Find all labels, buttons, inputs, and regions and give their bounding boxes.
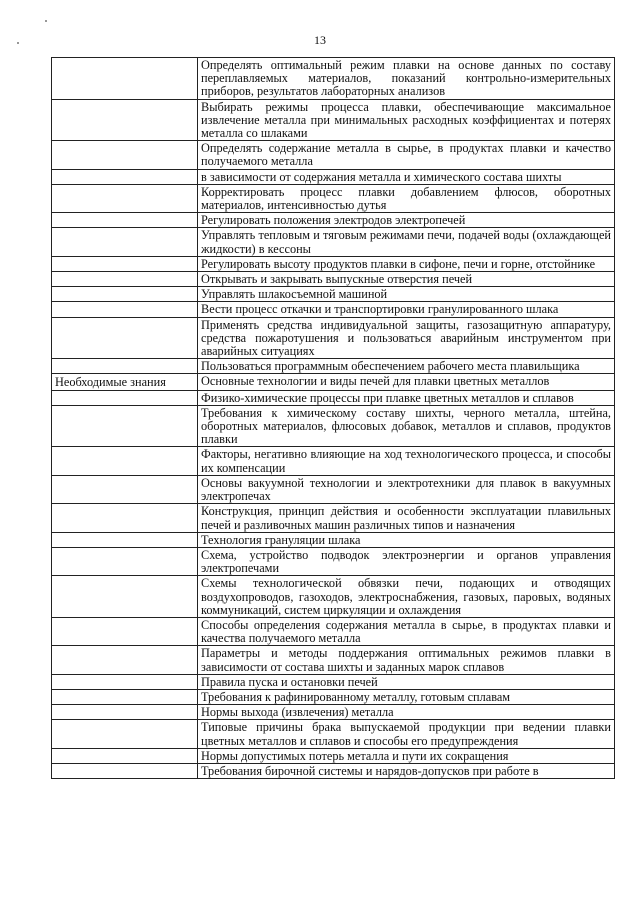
row-text-cell: Факторы, негативно влияющие на ход технологического процесса, и способы их компенсации	[198, 447, 615, 475]
table-row	[52, 576, 615, 618]
row-label-cell	[52, 213, 198, 228]
row-text-cell: Параметры и методы поддержания оптимальных режимов плавки в зависимости от состава шихты и заданных марок сплавов	[198, 646, 615, 674]
table-body	[52, 58, 615, 779]
row-label-cell	[52, 646, 198, 674]
row-label-cell	[52, 748, 198, 763]
row-label-cell	[52, 720, 198, 748]
row-label-cell	[52, 504, 198, 532]
row-text-cell: Требования к химическому составу шихты, черного металла, штейна, оборотных материалов, флюсовых добавок, металлов и сплавов, продуктов плавки	[198, 405, 615, 447]
table-row	[52, 256, 615, 271]
row-text-cell: Управлять тепловым и тяговым режимами печи, подачей воды (охлаждающей жидкости) в кессоны	[198, 228, 615, 256]
row-text-cell: Технология грануляции шлака	[198, 532, 615, 547]
row-text-cell: Основы вакуумной технологии и электротехники для плавок в вакуумных электропечах	[198, 475, 615, 503]
row-text-cell: Типовые причины брака выпускаемой продукции при ведении плавки цветных металлов и сплавов и способы его предупреждения	[198, 720, 615, 748]
row-text-cell: Конструкция, принцип действия и особенности эксплуатации плавильных печей и разливочных машин различных типов и назначения	[198, 504, 615, 532]
row-label-cell	[52, 617, 198, 645]
row-label-cell	[52, 228, 198, 256]
table-row	[52, 405, 615, 447]
scan-speck	[45, 20, 47, 22]
table-row	[52, 547, 615, 575]
table-row	[52, 674, 615, 689]
row-text-cell: Схема, устройство подводок электроэнергии и органов управления электропечами	[198, 547, 615, 575]
table-row	[52, 317, 615, 359]
table-row	[52, 748, 615, 763]
row-text-cell: Вести процесс откачки и транспортировки гранулированного шлака	[198, 302, 615, 317]
table-row	[52, 99, 615, 141]
requirements-table	[51, 57, 615, 779]
row-label-cell	[52, 141, 198, 169]
row-label-cell	[52, 58, 198, 100]
row-text-cell: Нормы допустимых потерь металла и пути их сокращения	[198, 748, 615, 763]
table-row	[52, 689, 615, 704]
row-text-cell: Пользоваться программным обеспечением рабочего места плавильщика	[198, 359, 615, 374]
row-label-cell	[52, 576, 198, 618]
row-label-cell	[52, 302, 198, 317]
table-row	[52, 447, 615, 475]
row-text-cell: Способы определения содержания металла в сырье, в продуктах плавки и качества получаемого металла	[198, 617, 615, 645]
row-label-cell	[52, 689, 198, 704]
row-label-cell	[52, 447, 198, 475]
table-row	[52, 359, 615, 374]
row-label-cell	[52, 547, 198, 575]
row-label-cell	[52, 475, 198, 503]
row-label-cell	[52, 705, 198, 720]
table-row	[52, 58, 615, 100]
table-row	[52, 475, 615, 503]
row-text-cell: Регулировать высоту продуктов плавки в сифоне, печи и горне, отстойнике	[198, 256, 615, 271]
row-label-cell	[52, 390, 198, 405]
row-text-cell: Физико-химические процессы при плавке цветных металлов и сплавов	[198, 390, 615, 405]
row-label-cell	[52, 272, 198, 287]
page-number: 13	[314, 33, 326, 47]
table-row	[52, 287, 615, 302]
row-text-cell: Управлять шлакосъемной машиной	[198, 287, 615, 302]
row-label-cell	[52, 99, 198, 141]
row-text-cell: Выбирать режимы процесса плавки, обеспечивающие максимальное извлечение металла при минимальных расходных коэффициентах и потерях металла со шлаками	[198, 99, 615, 141]
row-label-cell	[52, 763, 198, 778]
row-text-cell: Нормы выхода (извлечения) металла	[198, 705, 615, 720]
row-label-cell	[52, 184, 198, 212]
table-row	[52, 272, 615, 287]
row-text-cell: Корректировать процесс плавки добавлением флюсов, оборотных материалов, интенсивностью дутья	[198, 184, 615, 212]
table-row	[52, 169, 615, 184]
row-text-cell: в зависимости от содержания металла и химического состава шихты	[198, 169, 615, 184]
row-text-cell: Требования к рафинированному металлу, готовым сплавам	[198, 689, 615, 704]
row-text-cell: Применять средства индивидуальной защиты, газозащитную аппаратуру, средства пожаротушения и пользоваться аварийным инструментом при аварийных ситуациях	[198, 317, 615, 359]
row-text-cell: Требования бирочной системы и нарядов-допусков при работе в	[198, 763, 615, 778]
row-text-cell: Схемы технологической обвязки печи, подающих и отводящих воздухопроводов, газоходов, электроснабжения, газовых, паровых, водяных коммуникаций, систем циркуляции и охлаждения	[198, 576, 615, 618]
table-row	[52, 374, 615, 390]
row-label-cell	[52, 359, 198, 374]
table-row	[52, 213, 615, 228]
table-row	[52, 720, 615, 748]
row-label-cell	[52, 532, 198, 547]
table-row	[52, 390, 615, 405]
row-text-cell: Регулировать положения электродов электропечей	[198, 213, 615, 228]
table-row	[52, 532, 615, 547]
table-row	[52, 504, 615, 532]
table-row	[52, 141, 615, 169]
table-row	[52, 646, 615, 674]
table-row	[52, 228, 615, 256]
row-text-cell: Открывать и закрывать выпускные отверстия печей	[198, 272, 615, 287]
row-text-cell: Правила пуска и остановки печей	[198, 674, 615, 689]
table-row	[52, 302, 615, 317]
row-label-cell	[52, 674, 198, 689]
table-row	[52, 763, 615, 778]
row-text-cell: Определять содержание металла в сырье, в продуктах плавки и качество получаемого металла	[198, 141, 615, 169]
table-row	[52, 705, 615, 720]
row-text-cell: Основные технологии и виды печей для плавки цветных металлов	[198, 374, 615, 390]
row-label-cell: Необходимые знания	[52, 374, 198, 390]
row-text-cell: Определять оптимальный режим плавки на основе данных по составу переплавляемых материалов, показаний контрольно-измерительных приборов, результатов лабораторных анализов	[198, 58, 615, 100]
row-label-cell	[52, 405, 198, 447]
table-row	[52, 617, 615, 645]
row-label-cell	[52, 256, 198, 271]
table-row	[52, 184, 615, 212]
row-label-cell	[52, 317, 198, 359]
row-label-cell	[52, 287, 198, 302]
row-label-cell	[52, 169, 198, 184]
